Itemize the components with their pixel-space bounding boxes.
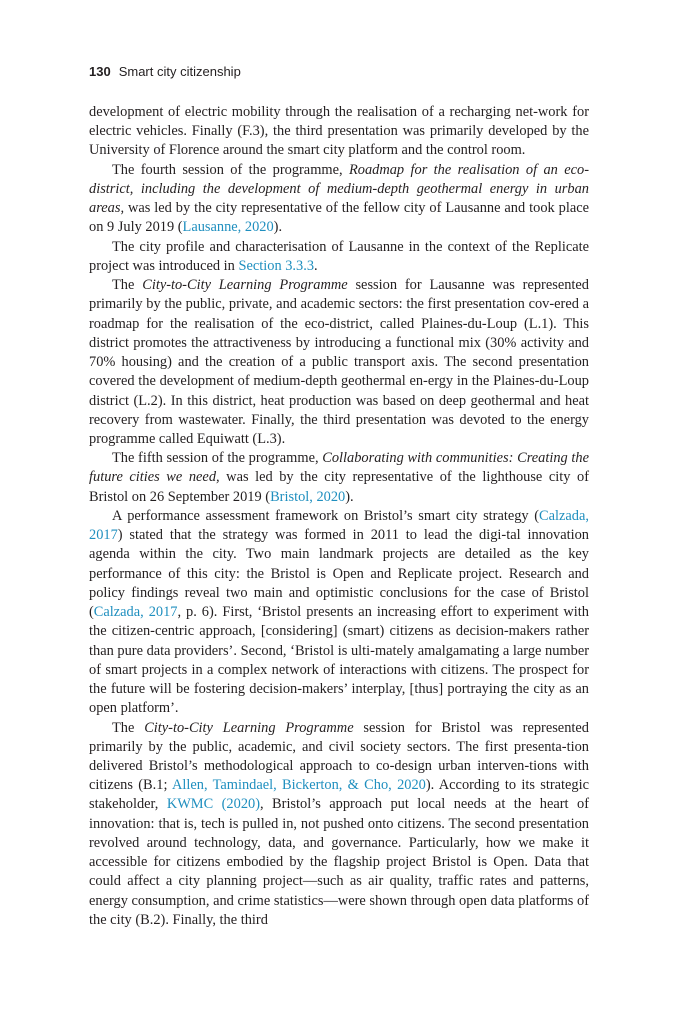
- paragraph: [89, 238, 589, 276]
- text-run: ) stated that the strategy was formed in 2011 to lead the digi-tal innovation agenda within the city. Two main landmark projects are detailed as the key performance of this city: the Bristol is Open and Replicate project. Research and policy findings reveal two main and optimistic conclusions for the case of Bristol (: [89, 527, 589, 621]
- italic-title: City-to-City Learning Programme: [144, 719, 354, 736]
- running-title: Smart city citizenship: [118, 64, 241, 79]
- italic-title: Collaborating with communities: Creating the future cities we need,: [89, 450, 589, 486]
- paragraph: [89, 103, 589, 161]
- text-run: was led by the city representative of the lighthouse city of Bristol on 26 September 2019 (: [89, 469, 589, 505]
- text-run: The: [112, 277, 143, 294]
- running-head: [89, 64, 241, 79]
- citation-link[interactable]: KWMC (2020): [166, 796, 260, 813]
- text-run: was led by the city representative of the fellow city of Lausanne and took place on 9 July 2019 (: [89, 200, 589, 236]
- citation-link[interactable]: Allen, Tamindael, Bickerton, & Cho, 2020: [171, 777, 426, 794]
- text-run: A performance assessment framework on Bristol’s smart city strategy (: [112, 507, 540, 524]
- italic-title: Roadmap for the realisation of an eco-district, including the development of medium-depth geothermal energy in urban areas,: [89, 161, 589, 217]
- italic-title: City-to-City Learning Programme: [142, 277, 348, 294]
- text-run: The: [112, 719, 145, 736]
- text-run: The city profile and characterisation of Lausanne in the context of the Replicate project was introduced in: [89, 238, 589, 274]
- text-run: The fourth session of the programme,: [112, 161, 349, 178]
- text-run: , p. 6). First, ‘Bristol presents an increasing effort to experiment with the citizen-centric approach, [considering] (smart) citizens as decision-makers rather than pure data providers’. Second, ‘Bristol is ulti-mately amalgamating a large number of smart projects in a complex network of interactions with citizens. The prospect for the future will be fostering decision-makers’ interplay, [thus] portraying the city as an open platform’.: [89, 604, 590, 717]
- paragraph: [89, 507, 589, 719]
- paragraph: [89, 449, 589, 507]
- text-run: session for Lausanne was represented primarily by the public, private, and academic sectors: the first presentation cov-ered a roadmap for the realisation of the eco-district, called Plaines-du-Loup (L.1). This district promotes the attractiveness by introducing a functional mix (30% activity and 70% housing) and the creation of a public transport axis. The second presentation covered the development of medium-depth geothermal en-ergy in the Plaines-du-Loup district (L.2). In this district, heat production was based on deep geothermal and heat recovery from wastewater. Finally, the third presentation was devoted to the energy programme called Equiwatt (L.3).: [89, 277, 589, 447]
- text-run: ). According to its strategic stakeholder,: [89, 777, 589, 813]
- paragraph: [89, 719, 589, 931]
- paragraph: [89, 276, 589, 449]
- citation-link[interactable]: Calzada, 2017: [93, 604, 178, 621]
- text-run: ).: [273, 219, 283, 236]
- citation-link[interactable]: Calzada, 2017: [89, 507, 589, 544]
- page-number: 130: [89, 64, 111, 79]
- body-text: [89, 103, 589, 930]
- text-run: .: [314, 257, 318, 274]
- citation-link[interactable]: Bristol, 2020: [270, 488, 346, 505]
- citation-link[interactable]: Lausanne, 2020: [182, 219, 274, 236]
- text-run: session for Bristol was represented primarily by the public, academic, and civil society sectors. The first presenta-tion delivered Bristol’s methodological approach to co-design urban interven-tions with citizens (B.1;: [89, 719, 589, 794]
- paragraph: [89, 161, 589, 238]
- text-run: The fifth session of the programme,: [112, 450, 323, 467]
- text-run: , Bristol’s approach put local needs at the heart of innovation: that is, tech is pulled in, not pushed onto citizens. The second presentation revolved around technology, data, and governance. Particularly, how we make it accessible for citizens embodied by the flagship project Bristol is Open. Data that could affect a city planning project—such as air quality, traffic rates and patterns, energy consumption, and crime statistics—were shown through open data platforms of the city (B.2). Finally, the third: [89, 796, 589, 928]
- citation-link[interactable]: Section 3.3.3: [238, 257, 315, 274]
- text-run: ).: [345, 488, 354, 505]
- text-run: development of electric mobility through the realisation of a recharging net-work for electric vehicles. Finally (F.3), the third presentation was primarily developed by the University of Florence around the smart city platform and the control room.: [89, 104, 589, 159]
